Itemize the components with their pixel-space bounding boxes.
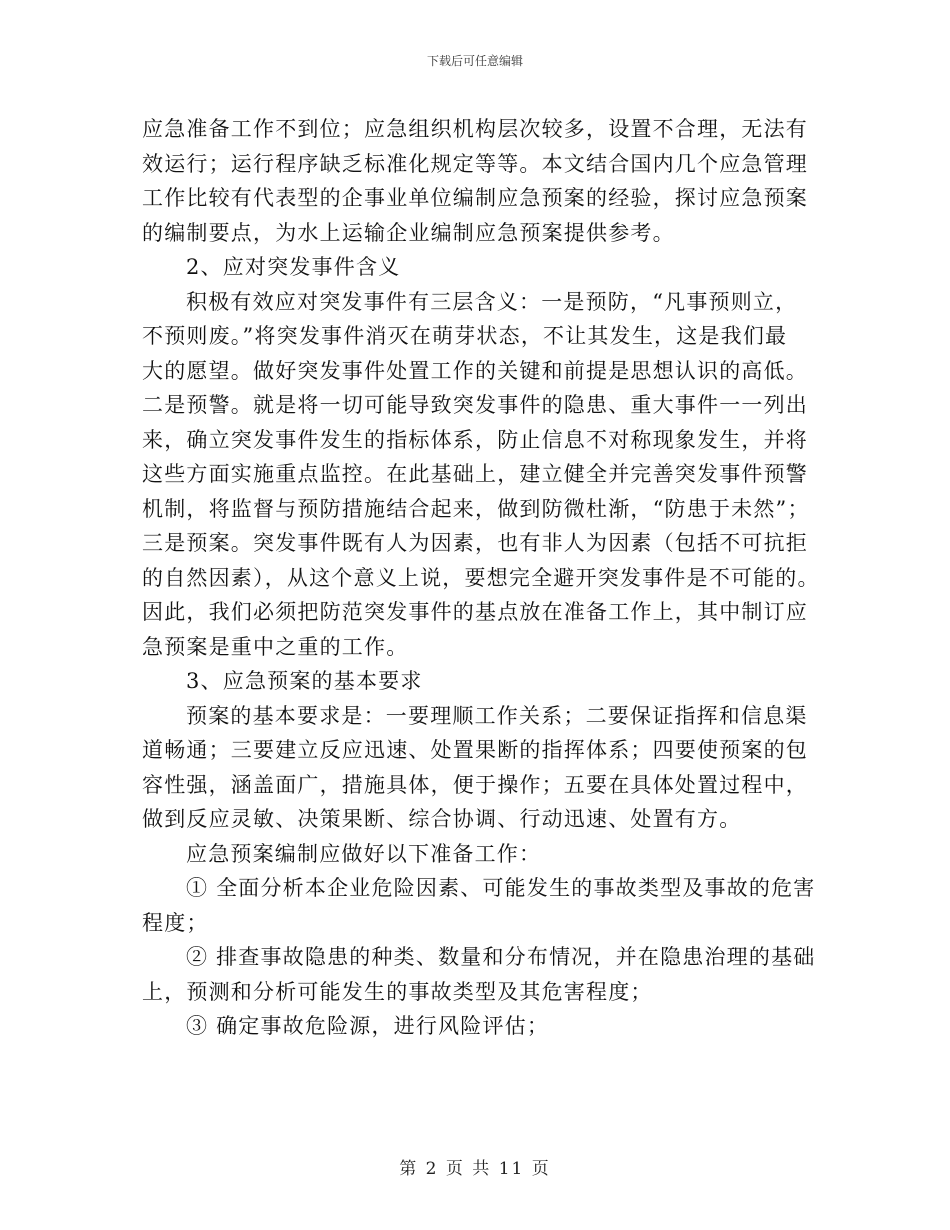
text-line: 这些方面实施重点监控。在此基础上，建立健全并完善突发事件预警 xyxy=(142,462,808,486)
text-line: 的编制要点，为水上运输企业编制应急预案提供参考。 xyxy=(142,220,675,245)
text-line: 的自然因素），从这个意义上说，要想完全避开突发事件是不可能的。 xyxy=(142,565,820,590)
text-line: 工作比较有代表型的企事业单位编制应急预案的经验，探讨应急预案 xyxy=(142,186,808,210)
text-line: ① 全面分析本企业危险因素、可能发生的事故类型及事故的危害 xyxy=(186,876,816,900)
text-line: 应急准备工作不到位；应急组织机构层次较多，设置不合理，无法有 xyxy=(142,117,808,141)
text-line: 道畅通；三要建立反应迅速、处置果断的指挥体系；四要使预案的包 xyxy=(142,738,808,762)
document-body xyxy=(142,112,820,1044)
text-line: 急预案是重中之重的工作。 xyxy=(142,634,409,659)
page-number: 第 2 页 共 11 页 xyxy=(399,1159,551,1179)
text-line: 因此，我们必须把防范突发事件的基点放在准备工作上，其中制订应 xyxy=(142,600,808,624)
text-line: 做到反应灵敏、决策果断、综合协调、行动迅速、处置有方。 xyxy=(142,807,742,831)
text-line: 应急预案编制应做好以下准备工作： xyxy=(186,841,542,866)
text-line: 二是预警。就是将一切可能导致突发事件的隐患、重大事件一一列出 xyxy=(142,393,808,417)
text-line: 预案的基本要求是：一要理顺工作关系；二要保证指挥和信息渠 xyxy=(186,703,808,728)
text-line: ② 排查事故隐患的种类、数量和分布情况，并在隐患治理的基础 xyxy=(186,945,816,969)
text-line: 效运行；运行程序缺乏标准化规定等等。本文结合国内几个应急管理 xyxy=(142,151,808,176)
page-header: 下载后可任意编辑 xyxy=(426,54,523,68)
text-line: 三是预案。突发事件既有人为因素，也有非人为因素（包括不可抗拒 xyxy=(142,531,808,555)
text-line: ③ 确定事故危险源，进行风险评估； xyxy=(186,1014,550,1038)
text-line: 机制，将监督与预防措施结合起来，做到防微杜渐，“防患于未然”； xyxy=(142,496,810,521)
text-line: 上，预测和分析可能发生的事故类型及其危害程度； xyxy=(142,979,653,1004)
text-line: 来，确立突发事件发生的指标体系，防止信息不对称现象发生，并将 xyxy=(142,427,808,452)
text-line: 不预则废。”将突发事件消灭在萌芽状态，不让其发生，这是我们最 xyxy=(142,324,788,348)
text-line: 大的愿望。做好突发事件处置工作的关键和前提是思想认识的高低。 xyxy=(142,358,808,383)
text-line: 程度； xyxy=(142,910,209,935)
text-line: 3、应急预案的基本要求 xyxy=(186,669,423,693)
text-line: 容性强，涵盖面广，措施具体，便于操作；五要在具体处置过程中， xyxy=(142,772,808,797)
text-line: 2、应对突发事件含义 xyxy=(186,255,401,279)
text-line: 积极有效应对突发事件有三层含义：一是预防，“凡事预则立， xyxy=(186,289,798,314)
